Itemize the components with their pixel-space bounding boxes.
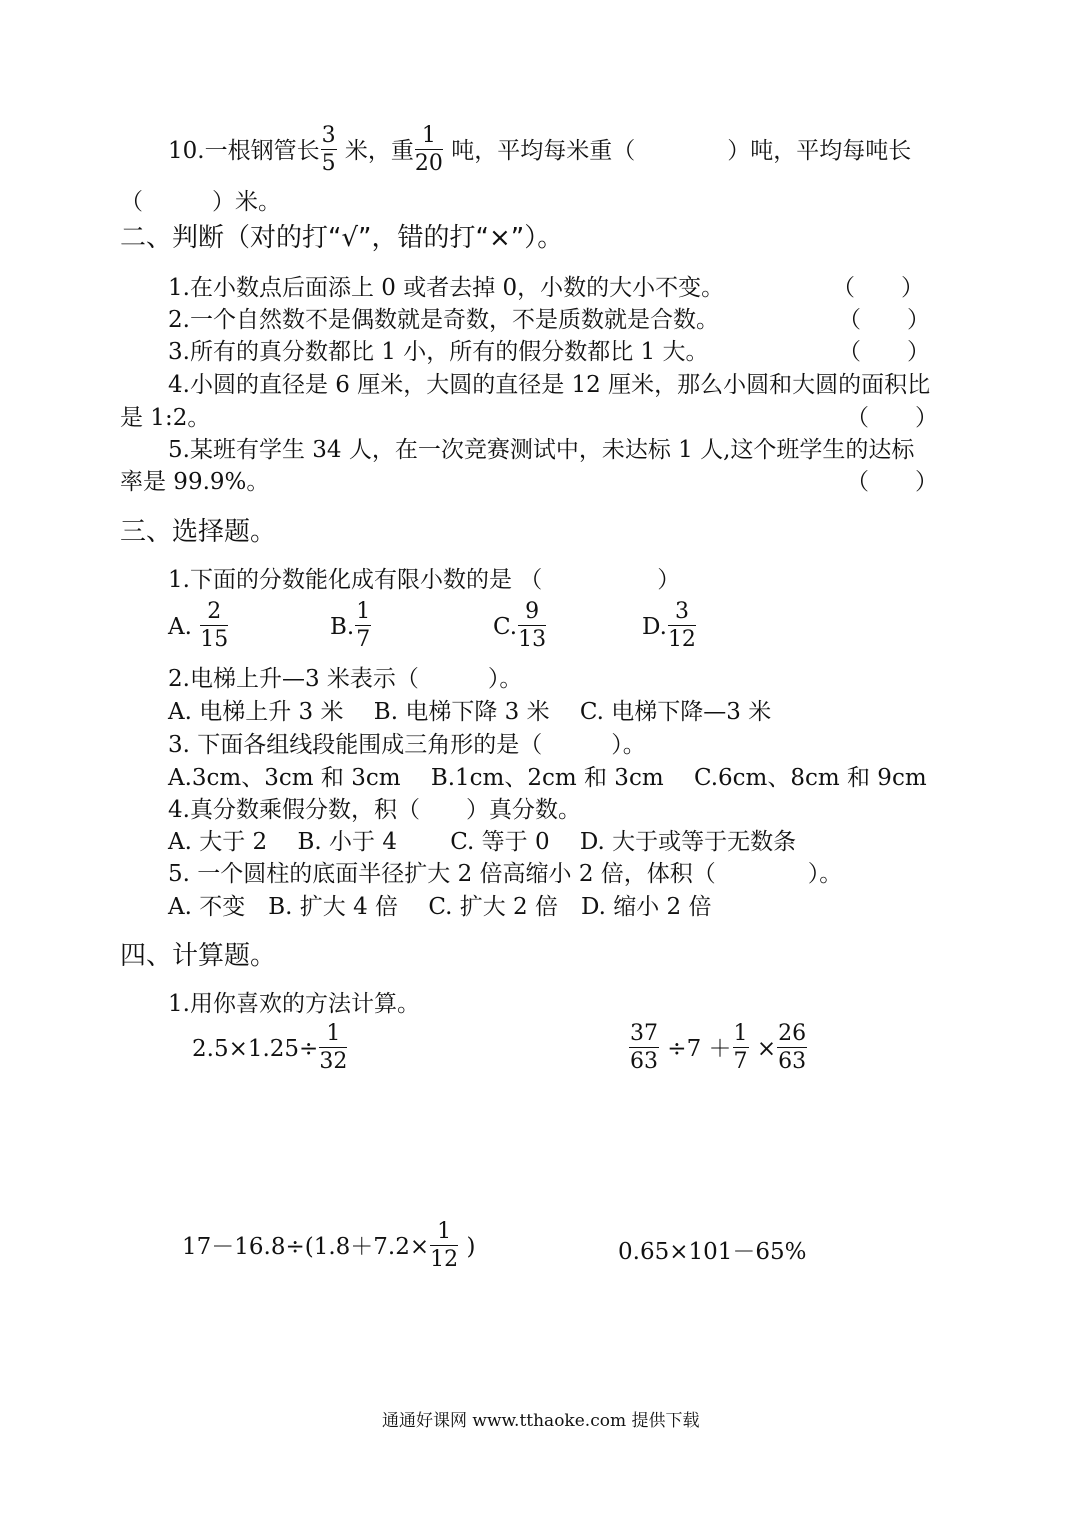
choice-q2: 2.电梯上升—3 米表示（ ）。: [168, 666, 523, 692]
expression-2: $\frac{37}{63}$ ÷7 ＋ $\frac{1}{7}$ × $\frac{26}{63}$: [630, 1021, 807, 1074]
fraction: $\frac{37}{63}$: [630, 1021, 658, 1074]
choice-q3: 3. 下面各组线段能围成三角形的是（ ）。: [168, 732, 646, 758]
choice-q5: 5. 一个圆柱的底面半径扩大 2 倍高缩小 2 倍，体积（ ）。: [168, 861, 843, 887]
judge-item-5-line2: 率是 99.9%。: [120, 469, 270, 495]
choice-q3-options: A.3cm、3cm 和 3cm B.1cm、2cm 和 3cm C.6cm、8cm 和 9cm: [168, 765, 927, 791]
calc-q1: 1.用你喜欢的方法计算。: [168, 991, 420, 1017]
fraction: $\frac{2}{15}$: [200, 599, 229, 652]
question-10-line1: 10.一根钢管长 $\frac{3}{5}$ 米，重 $\frac{1}{20}$ 吨，平均每米重（ ）吨，平均每吨长: [168, 123, 912, 176]
choice-q1-option-a: A. $\frac{2}{15}$: [168, 599, 229, 652]
answer-blank: （ ）: [832, 275, 924, 301]
choice-q1: 1.下面的分数能化成有限小数的是 （ ）: [168, 567, 681, 593]
judge-item-1: 1.在小数点后面添上 0 或者去掉 0，小数的大小不变。: [168, 275, 725, 301]
fraction: $\frac{1}{7}$: [356, 599, 371, 652]
choice-q1-option-d: D. $\frac{3}{12}$: [642, 599, 696, 652]
question-10-line2: （ ）米。: [120, 189, 281, 215]
choice-q5-options: A. 不变 B. 扩大 4 倍 C. 扩大 2 倍 D. 缩小 2 倍: [168, 894, 712, 920]
judge-item-4-line2: 是 1:2。: [120, 405, 211, 431]
expression-4: 0.65×101－65%: [618, 1239, 807, 1265]
judge-item-5-line1: 5.某班有学生 34 人，在一次竞赛测试中，未达标 1 人,这个班学生的达标: [168, 437, 915, 463]
answer-blank: （ ）: [846, 469, 938, 495]
judge-item-3: 3.所有的真分数都比 1 小，所有的假分数都比 1 大。: [168, 339, 709, 365]
fraction: $\frac{1}{32}$: [319, 1021, 348, 1074]
answer-blank: （ ）: [838, 339, 930, 365]
fraction: $\frac{26}{63}$: [778, 1021, 807, 1074]
judge-item-2: 2.一个自然数不是偶数就是奇数，不是质数就是合数。: [168, 307, 719, 333]
choice-q1-option-b: B. $\frac{1}{7}$: [330, 599, 371, 652]
answer-blank: （ ）: [838, 307, 930, 333]
choice-q4: 4.真分数乘假分数，积（ ）真分数。: [168, 797, 581, 823]
fraction: $\frac{3}{12}$: [667, 599, 696, 652]
expression-3: 17－16.8÷(1.8＋7.2× $\frac{1}{12}$ ): [182, 1219, 476, 1272]
footer: 通通好课网 www.tthaoke.com 提供下载: [382, 1411, 700, 1431]
expression-1: 2.5×1.25÷ $\frac{1}{32}$: [192, 1021, 348, 1074]
section-4-title: 四、计算题。: [120, 941, 277, 971]
choice-q1-option-c: C. $\frac{9}{13}$: [493, 599, 547, 652]
answer-blank: （ ）: [846, 405, 938, 431]
fraction: $\frac{1}{7}$: [733, 1021, 748, 1074]
fraction: $\frac{1}{20}$: [414, 123, 443, 176]
judge-item-4-line1: 4.小圆的直径是 6 厘米，大圆的直径是 12 厘米，那么小圆和大圆的面积比: [168, 372, 931, 398]
fraction: $\frac{1}{12}$: [430, 1219, 459, 1272]
section-2-title: 二、判断（对的打“√”，错的打“×”）。: [120, 223, 564, 253]
fraction: $\frac{3}{5}$: [321, 123, 336, 176]
choice-q2-options: A. 电梯上升 3 米 B. 电梯下降 3 米 C. 电梯下降—3 米: [168, 699, 772, 725]
fraction: $\frac{9}{13}$: [518, 599, 547, 652]
section-3-title: 三、选择题。: [120, 517, 277, 547]
choice-q4-options: A. 大于 2 B. 小于 4 C. 等于 0 D. 大于或等于无数条: [168, 829, 797, 855]
